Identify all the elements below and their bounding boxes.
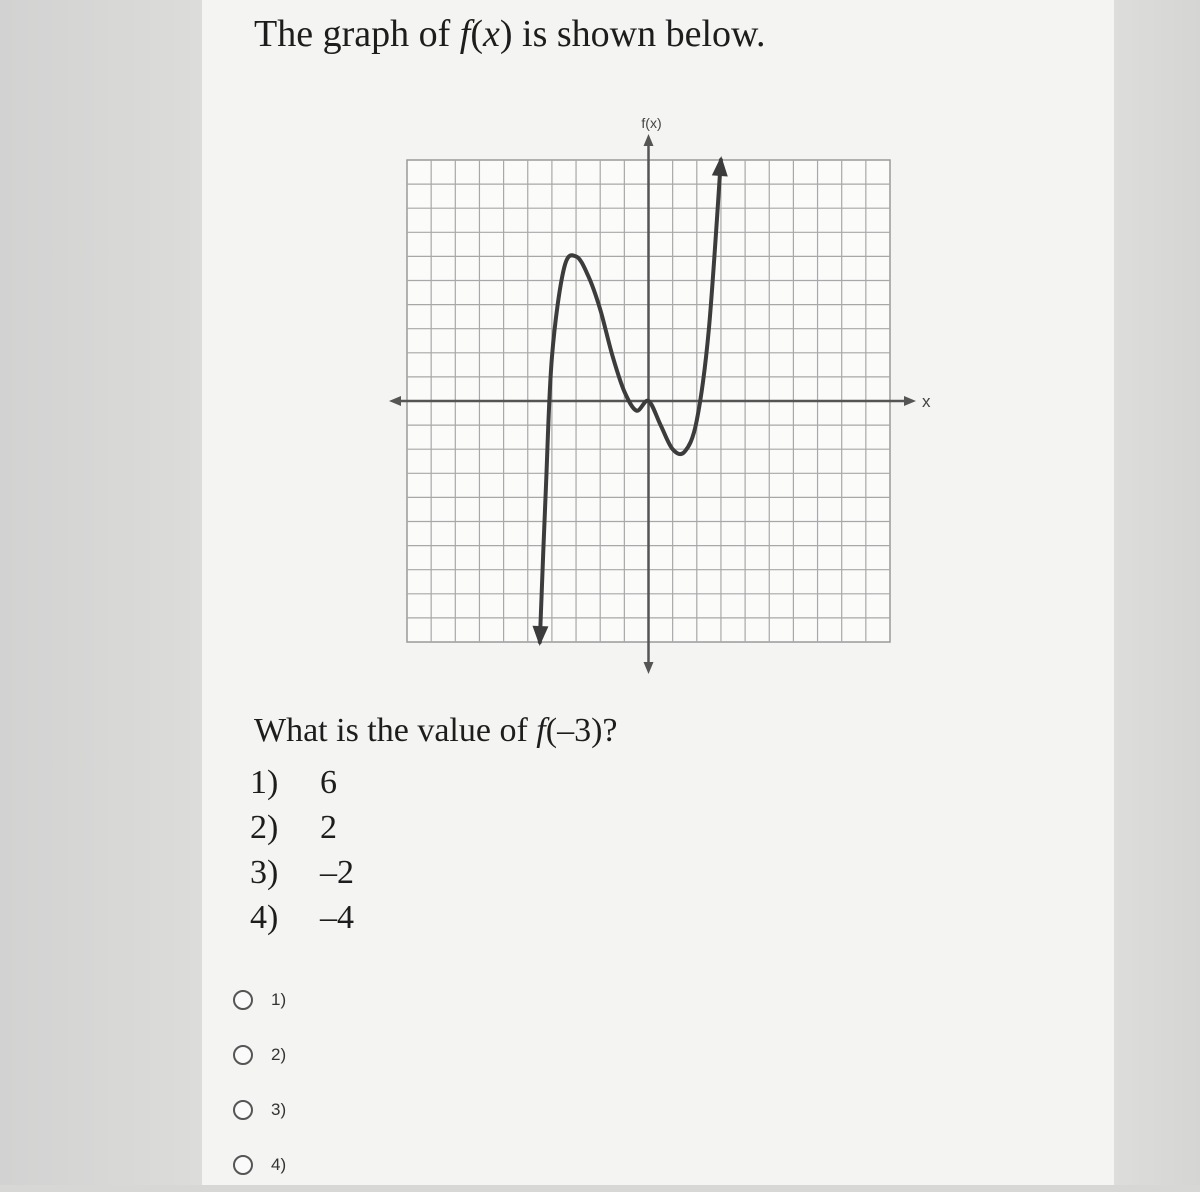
radio-option-4[interactable]	[233, 1137, 286, 1192]
question-prompt: What is the value of f(–3)?	[254, 712, 618, 749]
question-title: The graph of f(x) is shown below.	[254, 13, 766, 55]
radio-button[interactable]	[233, 990, 253, 1010]
background-right	[1114, 0, 1200, 1185]
y-axis-label: f(x)	[641, 115, 662, 131]
choice-value: 6	[320, 764, 337, 801]
radio-label[interactable]: 2)	[271, 1044, 287, 1064]
x-axis-arrow-right	[904, 396, 916, 406]
radio-option-1[interactable]	[233, 972, 286, 1027]
radio-label[interactable]: 3)	[271, 1099, 287, 1119]
choice-2	[250, 805, 354, 850]
x-axis-arrow-left	[389, 396, 401, 406]
radio-button[interactable]	[233, 1155, 253, 1175]
choice-3	[250, 850, 354, 895]
radio-button[interactable]	[233, 1100, 253, 1120]
radio-label[interactable]: 1)	[271, 989, 287, 1009]
choice-number: 3)	[250, 854, 279, 891]
choice-value: –2	[320, 854, 354, 891]
radio-button[interactable]	[233, 1045, 253, 1065]
radio-option-2[interactable]	[233, 1027, 286, 1082]
x-axis-label: x	[922, 392, 931, 411]
y-axis-arrow-top	[644, 134, 654, 146]
choice-value: 2	[320, 809, 337, 846]
choice-number: 4)	[250, 899, 279, 936]
choice-4	[250, 895, 354, 940]
y-axis-arrow-bottom	[644, 662, 654, 674]
choice-number: 2)	[250, 809, 279, 846]
function-graph	[385, 108, 945, 678]
radio-option-3[interactable]	[233, 1082, 286, 1137]
answer-radio-group	[233, 972, 286, 1192]
choice-value: –4	[320, 899, 354, 936]
radio-label[interactable]: 4)	[271, 1154, 287, 1174]
choice-number: 1)	[250, 764, 279, 801]
choice-1	[250, 760, 354, 805]
background-left	[0, 0, 202, 1185]
answer-choices-list	[250, 760, 354, 940]
